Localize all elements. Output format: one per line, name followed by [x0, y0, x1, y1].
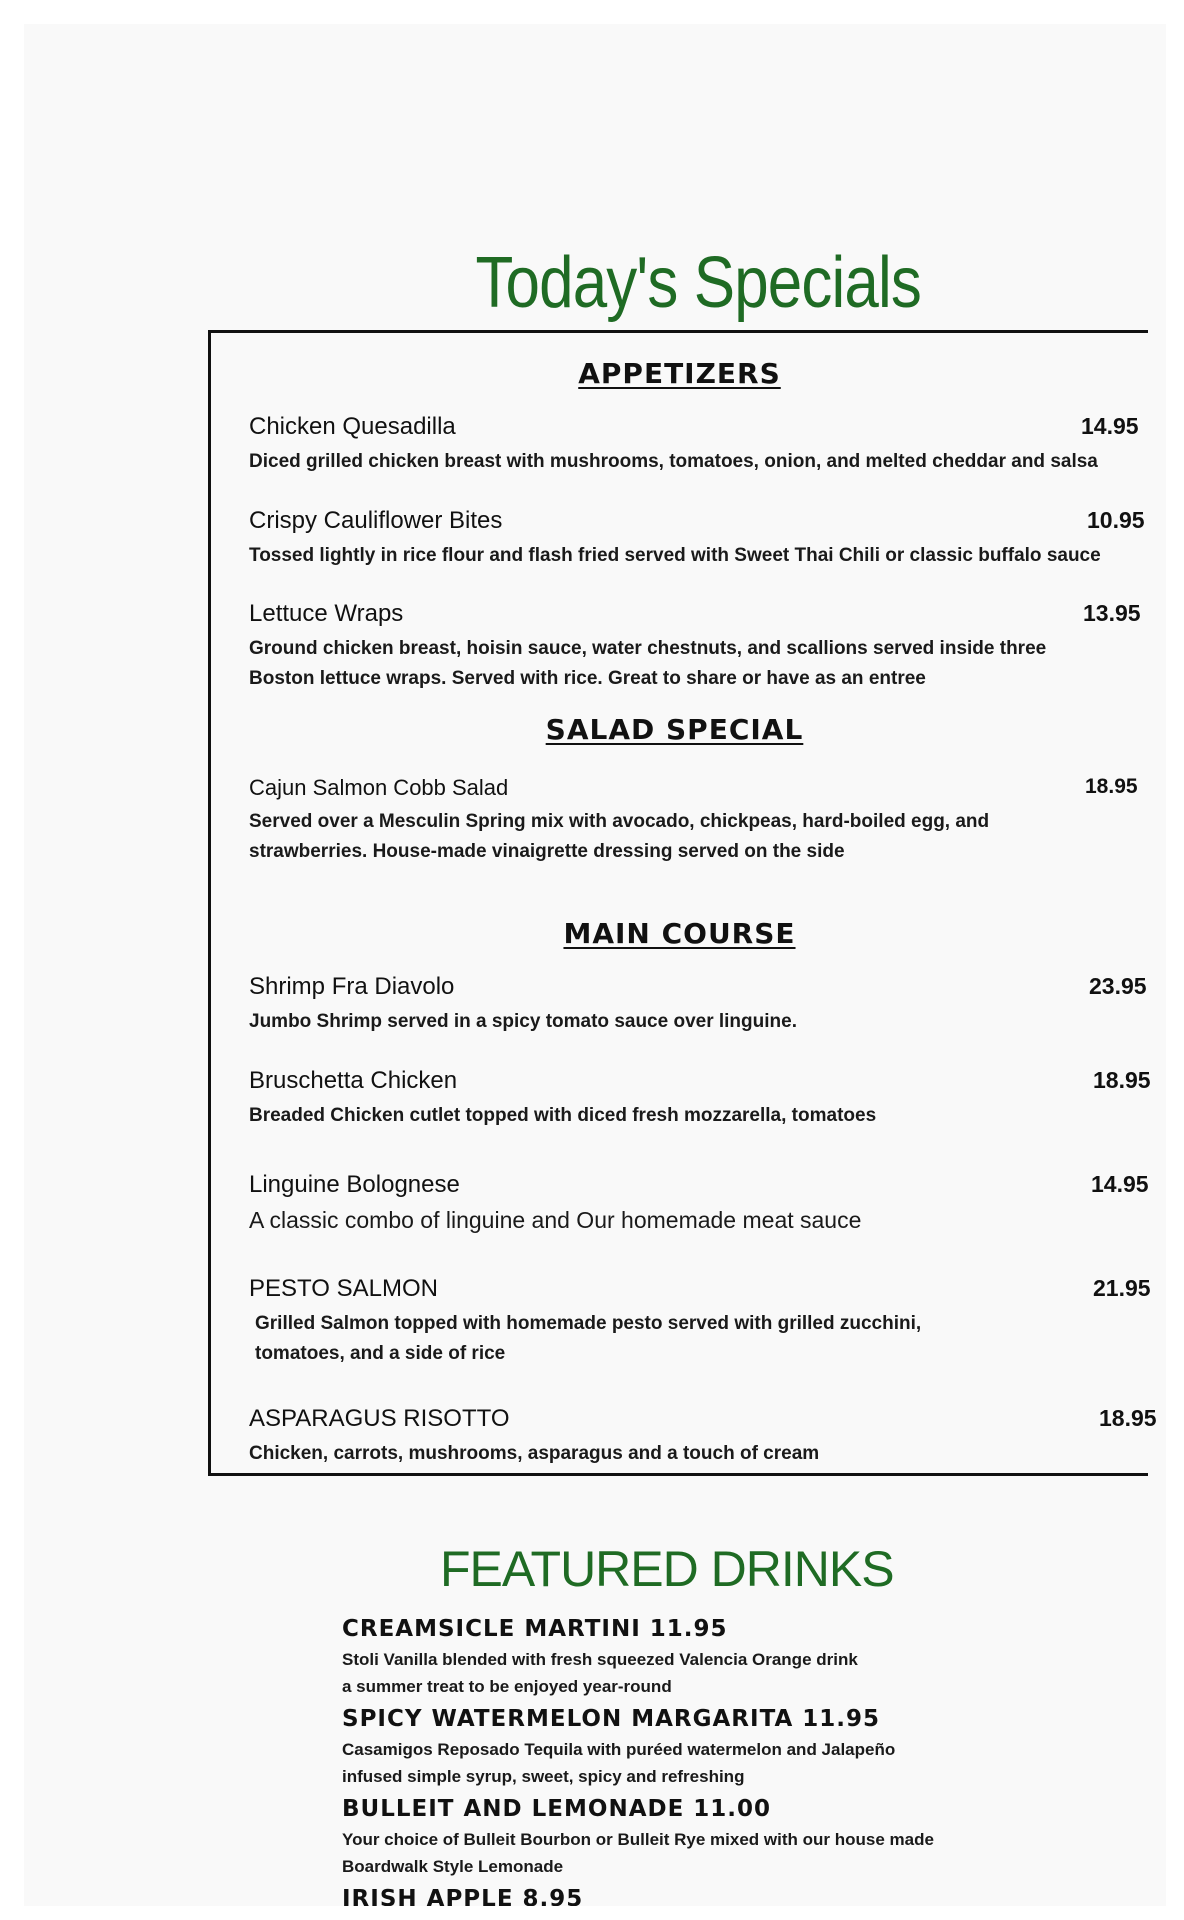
- item-name: ASPARAGUS RISOTTO: [249, 1405, 510, 1432]
- drink-description-line: a summer treat to be enjoyed year-round: [342, 1677, 672, 1696]
- menu-item: [249, 413, 1148, 477]
- menu-item: [249, 973, 1148, 1037]
- drink-name: BULLEIT AND LEMONADE 11.00: [342, 1796, 772, 1822]
- section-heading-main: MAIN COURSE: [563, 917, 796, 950]
- specials-box: [208, 330, 1157, 1476]
- item-name: Linguine Bolognese: [249, 1171, 460, 1198]
- drink-description-line: Stoli Vanilla blended with fresh squeezed Valencia Orange drink: [342, 1650, 858, 1669]
- item-description: Grilled Salmon topped with homemade pesto served with grilled zucchini, tomatoes, and a side of rice: [255, 1313, 922, 1364]
- menu-item: [249, 1275, 1151, 1369]
- drink-item: [342, 1886, 583, 1906]
- item-name: Crispy Cauliflower Bites: [249, 507, 503, 534]
- drink-item: [342, 1616, 858, 1700]
- menu-item: [249, 1405, 1157, 1469]
- drink-name: IRISH APPLE 8.95: [342, 1886, 584, 1906]
- item-description: Chicken, carrots, mushrooms, asparagus and a touch of cream: [249, 1443, 820, 1464]
- item-price: 10.95: [1087, 507, 1145, 533]
- drink-description: [342, 1826, 934, 1880]
- item-description: Served over a Mesculin Spring mix with avocado, chickpeas, hard-boiled egg, and strawberries. House-made vinaigrette dressing served on the side: [249, 811, 990, 862]
- item-description: Tossed lightly in rice flour and flash fried served with Sweet Thai Chili or classic buffalo sauce: [249, 545, 1101, 566]
- drink-description-line: infused simple syrup, sweet, spicy and refreshing: [342, 1767, 745, 1786]
- drink-description: [342, 1736, 895, 1790]
- menu-item: [249, 1171, 1148, 1235]
- item-description: A classic combo of linguine and Our homemade meat sauce: [249, 1207, 862, 1233]
- drink-item: [342, 1706, 895, 1790]
- item-price: 21.95: [1093, 1275, 1151, 1301]
- item-name: Lettuce Wraps: [249, 600, 404, 627]
- item-price: 14.95: [1091, 1171, 1149, 1197]
- item-name: Cajun Salmon Cobb Salad: [249, 775, 509, 800]
- drink-description-line: Your choice of Bulleit Bourbon or Bulleit Rye mixed with our house made: [342, 1830, 934, 1849]
- section-heading-appetizers: APPETIZERS: [578, 357, 781, 390]
- menu-item: [249, 507, 1148, 571]
- drink-item: [342, 1796, 934, 1880]
- item-description: Diced grilled chicken breast with mushrooms, tomatoes, onion, and melted cheddar and salsa: [249, 451, 1098, 472]
- item-name: Chicken Quesadilla: [249, 413, 456, 440]
- item-price: 23.95: [1089, 973, 1147, 999]
- menu-item: [249, 1067, 1151, 1131]
- item-description: Ground chicken breast, hoisin sauce, water chestnuts, and scallions served inside three Boston lettuce wraps. Served with rice. Great to share or have as an entree: [249, 638, 1047, 689]
- menu-item: [249, 775, 1138, 867]
- drink-description-line: Boardwalk Style Lemonade: [342, 1857, 564, 1876]
- drink-description: [342, 1646, 858, 1700]
- item-price: 13.95: [1083, 600, 1141, 626]
- drink-name: SPICY WATERMELON MARGARITA 11.95: [342, 1706, 881, 1732]
- item-price: 18.95: [1085, 775, 1138, 798]
- menu-item: [249, 600, 1141, 694]
- item-name: Shrimp Fra Diavolo: [249, 973, 455, 1000]
- featured-drinks-title: FEATURED DRINKS: [440, 1541, 894, 1597]
- item-name: Bruschetta Chicken: [249, 1067, 458, 1094]
- item-price: 18.95: [1093, 1067, 1151, 1093]
- drink-name: CREAMSICLE MARTINI 11.95: [342, 1616, 728, 1642]
- item-description: Breaded Chicken cutlet topped with diced fresh mozzarella, tomatoes: [249, 1105, 877, 1126]
- item-name: PESTO SALMON: [249, 1275, 438, 1302]
- section-heading-salad: SALAD SPECIAL: [545, 713, 804, 746]
- page-title: Today's Specials: [475, 243, 921, 323]
- item-price: 14.95: [1081, 413, 1139, 439]
- drink-description-line: Casamigos Reposado Tequila with puréed watermelon and Jalapeño: [342, 1740, 896, 1759]
- item-description: Jumbo Shrimp served in a spicy tomato sauce over linguine.: [249, 1011, 797, 1032]
- item-price: 18.95: [1099, 1405, 1157, 1431]
